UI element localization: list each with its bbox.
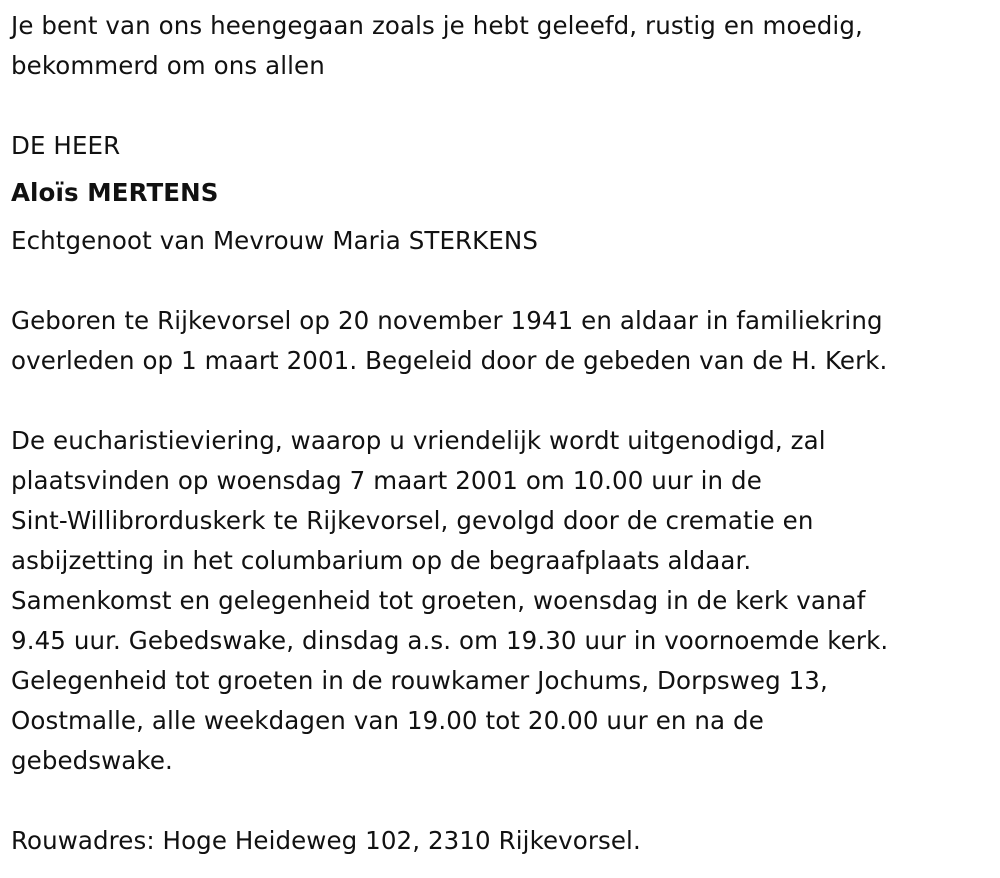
spacer: [11, 86, 986, 126]
service-line: plaatsvinden op woensdag 7 maart 2001 om 10.00 uur in de: [11, 466, 762, 495]
spouse-line: Echtgenoot van Mevrouw Maria STERKENS: [11, 226, 539, 255]
spacer: [11, 381, 986, 421]
service-line: Sint-Willibrorduskerk te Rijkevorsel, gevolgd door de crematie en: [11, 506, 814, 535]
service-line: asbijzetting in het columbarium op de begraafplaats aldaar.: [11, 546, 752, 575]
service-line: Oostmalle, alle weekdagen van 19.00 tot 20.00 uur en na de: [11, 706, 764, 735]
service-line: Gelegenheid tot groeten in de rouwkamer Jochums, Dorpsweg 13,: [11, 666, 828, 695]
obituary-notice: [11, 0, 986, 861]
deceased-title: DE HEER: [11, 131, 121, 160]
service-line: gebedswake.: [11, 746, 173, 775]
spacer: [11, 781, 986, 821]
deceased-name: Aloïs MERTENS: [11, 178, 219, 207]
service-line: 9.45 uur. Gebedswake, dinsdag a.s. om 19.30 uur in voornoemde kerk.: [11, 626, 889, 655]
service-line: Samenkomst en gelegenheid tot groeten, woensdag in de kerk vanaf: [11, 586, 866, 615]
birth-line-2: overleden op 1 maart 2001. Begeleid door de gebeden van de H. Kerk.: [11, 346, 888, 375]
birth-line-1: Geboren te Rijkevorsel op 20 november 1941 en aldaar in familiekring: [11, 306, 883, 335]
intro-line-2: bekommerd om ons allen: [11, 51, 325, 80]
spacer: [11, 261, 986, 301]
mourning-address: Rouwadres: Hoge Heideweg 102, 2310 Rijkevorsel.: [11, 826, 641, 855]
intro-line-1: Je bent van ons heengegaan zoals je hebt geleefd, rustig en moedig,: [11, 11, 863, 40]
service-line: De eucharistieviering, waarop u vriendelijk wordt uitgenodigd, zal: [11, 426, 826, 455]
